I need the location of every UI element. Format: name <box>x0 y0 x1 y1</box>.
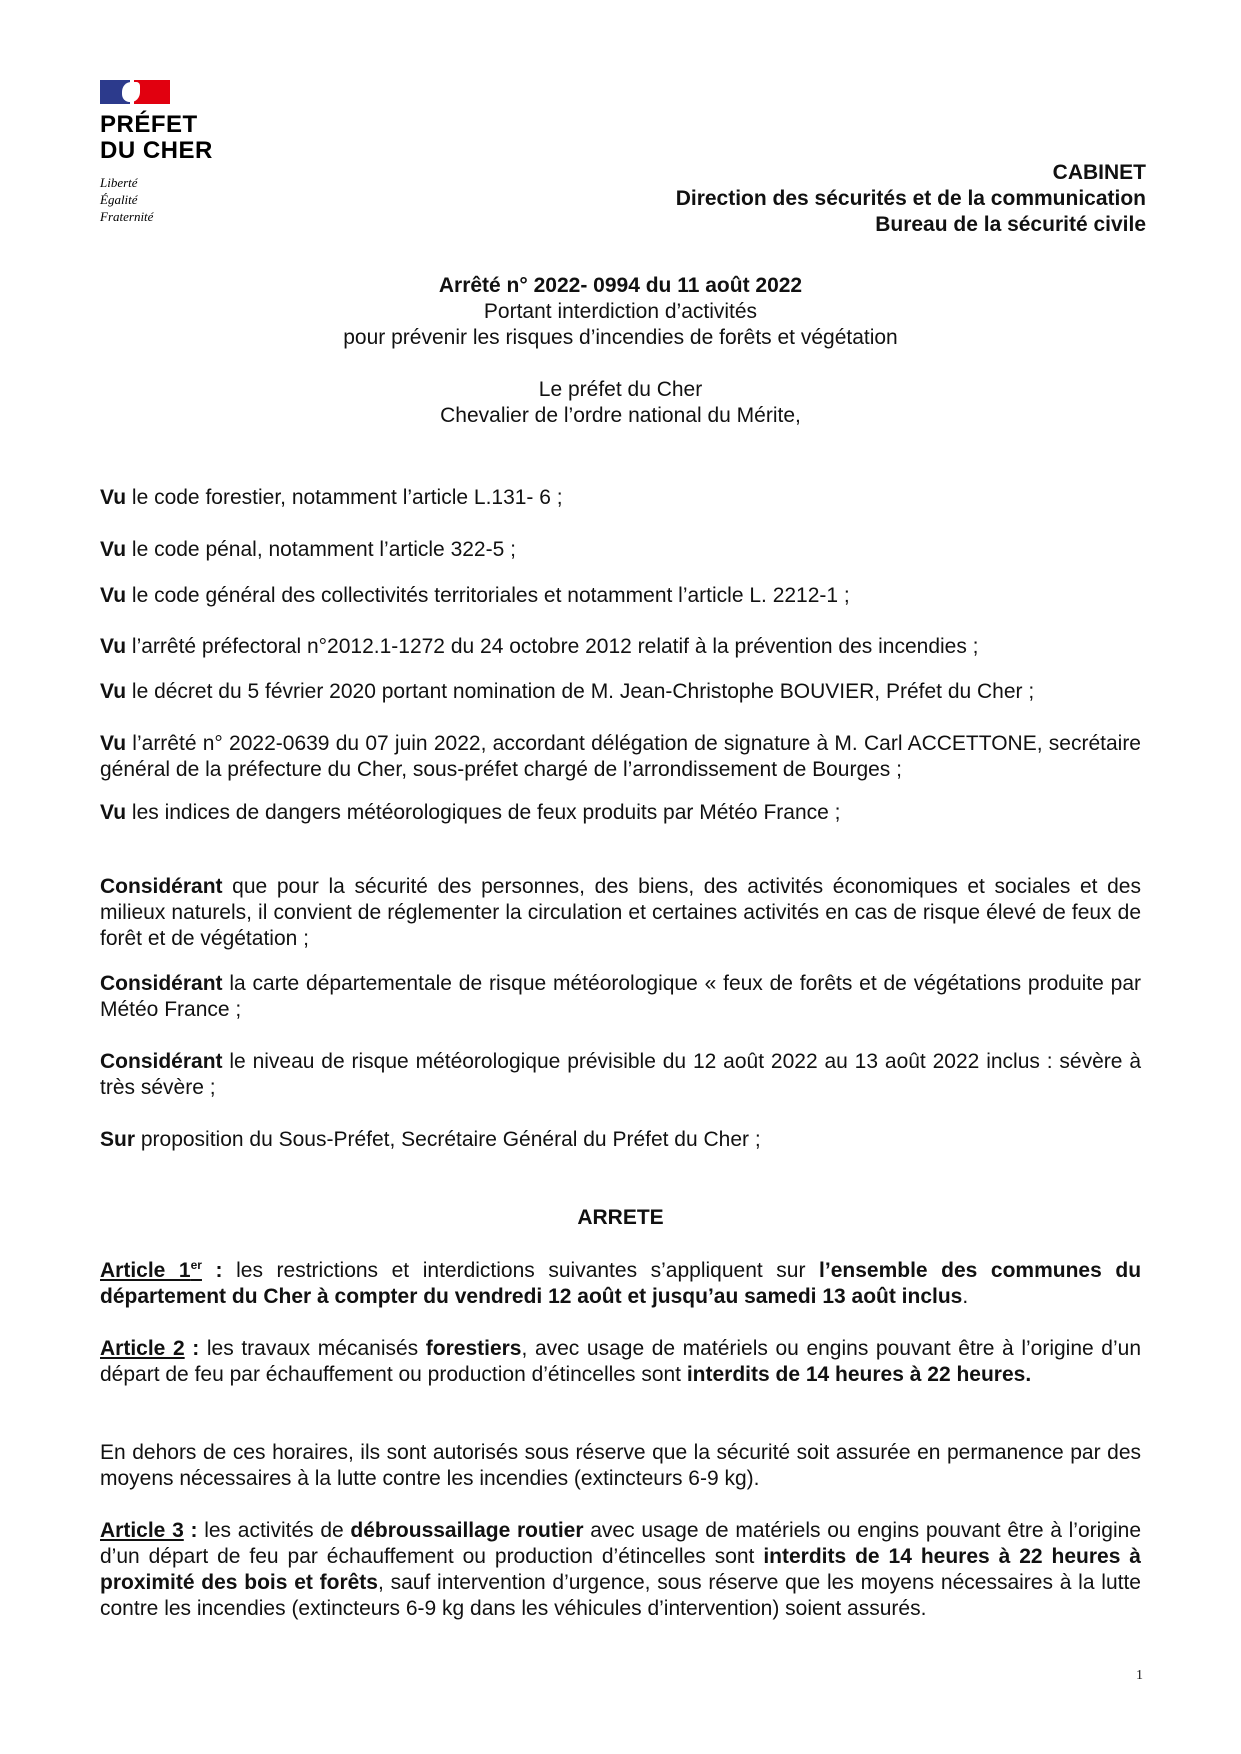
vu-paragraph: Vu le code pénal, notamment l’article 322-5 ; <box>100 538 516 561</box>
article-2-label: Article 2 <box>100 1337 185 1360</box>
article-3: Article 3 : les activités de débroussaillage routier avec usage de matériels ou engins pouvant être à l’origine d’un départ de feu par échauffement ou production d’étincelles sont interdits de 14 heures à 22 heures à proximité des bois et forêts, sauf intervention d’urgence, sous réserve que les moyens nécessaires à la lutte contre les incendies (extincteurs 6-9 kg dans les véhicules d’intervention) soient assurés. <box>100 1519 1142 1620</box>
considerant-paragraph: Considérant que pour la sécurité des personnes, des biens, des activités économiques et sociales et des milieux naturels, il convient de réglementer la circulation et certaines activités en cas de risque élevé de feux de forêt et de végétation ; <box>100 875 1141 950</box>
motto-liberte: Liberté <box>100 175 138 190</box>
considerant-paragraph: Considérant le niveau de risque météorologique prévisible du 12 août 2022 au 13 août 2022 inclus : sévère à très sévère ; <box>100 1050 1141 1099</box>
logo-name-line1: PRÉFET <box>100 111 198 138</box>
sur-paragraph: Sur proposition du Sous-Préfet, Secrétaire Général du Préfet du Cher ; <box>100 1128 761 1151</box>
article-2: Article 2 : les travaux mécanisés forestiers, avec usage de matériels ou engins pouvant être à l’origine d’un départ de feu par échauffement ou production d’étincelles sont interdits de 14 heures à 22 heures. <box>100 1337 1142 1386</box>
title-subtitle1: Portant interdiction d’activités <box>483 300 758 323</box>
marianne-flag-icon <box>100 80 170 104</box>
prefet-line: Le préfet du Cher <box>538 378 703 401</box>
prefet-block <box>100 377 1141 429</box>
vu-paragraph: Vu les indices de dangers météorologiques de feux produits par Météo France ; <box>100 801 841 824</box>
vu-paragraph: Vu l’arrêté n° 2022-0639 du 07 juin 2022, accordant délégation de signature à M. Carl ACCETTONE, secrétaire général de la préfecture du Cher, sous-préfet chargé de l’arrondissement de Bourges ; <box>100 732 1141 781</box>
title-subtitle2: pour prévenir les risques d’incendies de forêts et végétation <box>343 326 898 349</box>
vu-paragraph: Vu le décret du 5 février 2020 portant nomination de M. Jean-Christophe BOUVIER, Préfet du Cher ; <box>100 680 1035 703</box>
cabinet-label: CABINET <box>1052 161 1146 184</box>
service-header <box>676 160 1146 238</box>
considerant-paragraph: Considérant la carte départementale de risque météorologique « feux de forêts et de végétations produite par Météo France ; <box>100 972 1141 1021</box>
prefet-logo <box>100 80 250 225</box>
vu-paragraph: Vu le code général des collectivités territoriales et notamment l’article L. 2212-1 ; <box>100 584 850 607</box>
motto-fraternite: Fraternité <box>100 209 154 224</box>
vu-paragraph: Vu l’arrêté préfectoral n°2012.1-1272 du 24 octobre 2012 relatif à la prévention des incendies ; <box>100 635 979 658</box>
bureau-label: Bureau de la sécurité civile <box>875 213 1146 236</box>
article-2-followup: En dehors de ces horaires, ils sont autorisés sous réserve que la sécurité soit assurée en permanence par des moyens nécessaires à la lutte contre les incendies (extincteurs 6-9 kg). <box>100 1441 1141 1490</box>
article-1-label: Article 1er <box>100 1258 202 1282</box>
logo-motto <box>100 174 250 225</box>
chevalier-line: Chevalier de l’ordre national du Mérite, <box>440 404 801 427</box>
page-number: 1 <box>1136 1668 1143 1683</box>
motto-egalite: Égalité <box>100 192 138 207</box>
article-3-label: Article 3 <box>100 1519 184 1542</box>
arrete-number: Arrêté n° 2022- 0994 du 11 août 2022 <box>438 274 803 297</box>
vu-paragraph: Vu le code forestier, notamment l’article L.131- 6 ; <box>100 486 563 509</box>
logo-name-line2: DU CHER <box>100 137 213 164</box>
arrete-heading: ARRETE <box>577 1206 664 1229</box>
article-1: Article 1er : les restrictions et interdictions suivantes s’appliquent sur l’ensemble des communes du département du Cher à compter du vendredi 12 août et jusqu’au samedi 13 août inclus. <box>100 1258 1142 1308</box>
direction-label: Direction des sécurités et de la communication <box>675 187 1146 210</box>
document-title <box>100 273 1141 351</box>
